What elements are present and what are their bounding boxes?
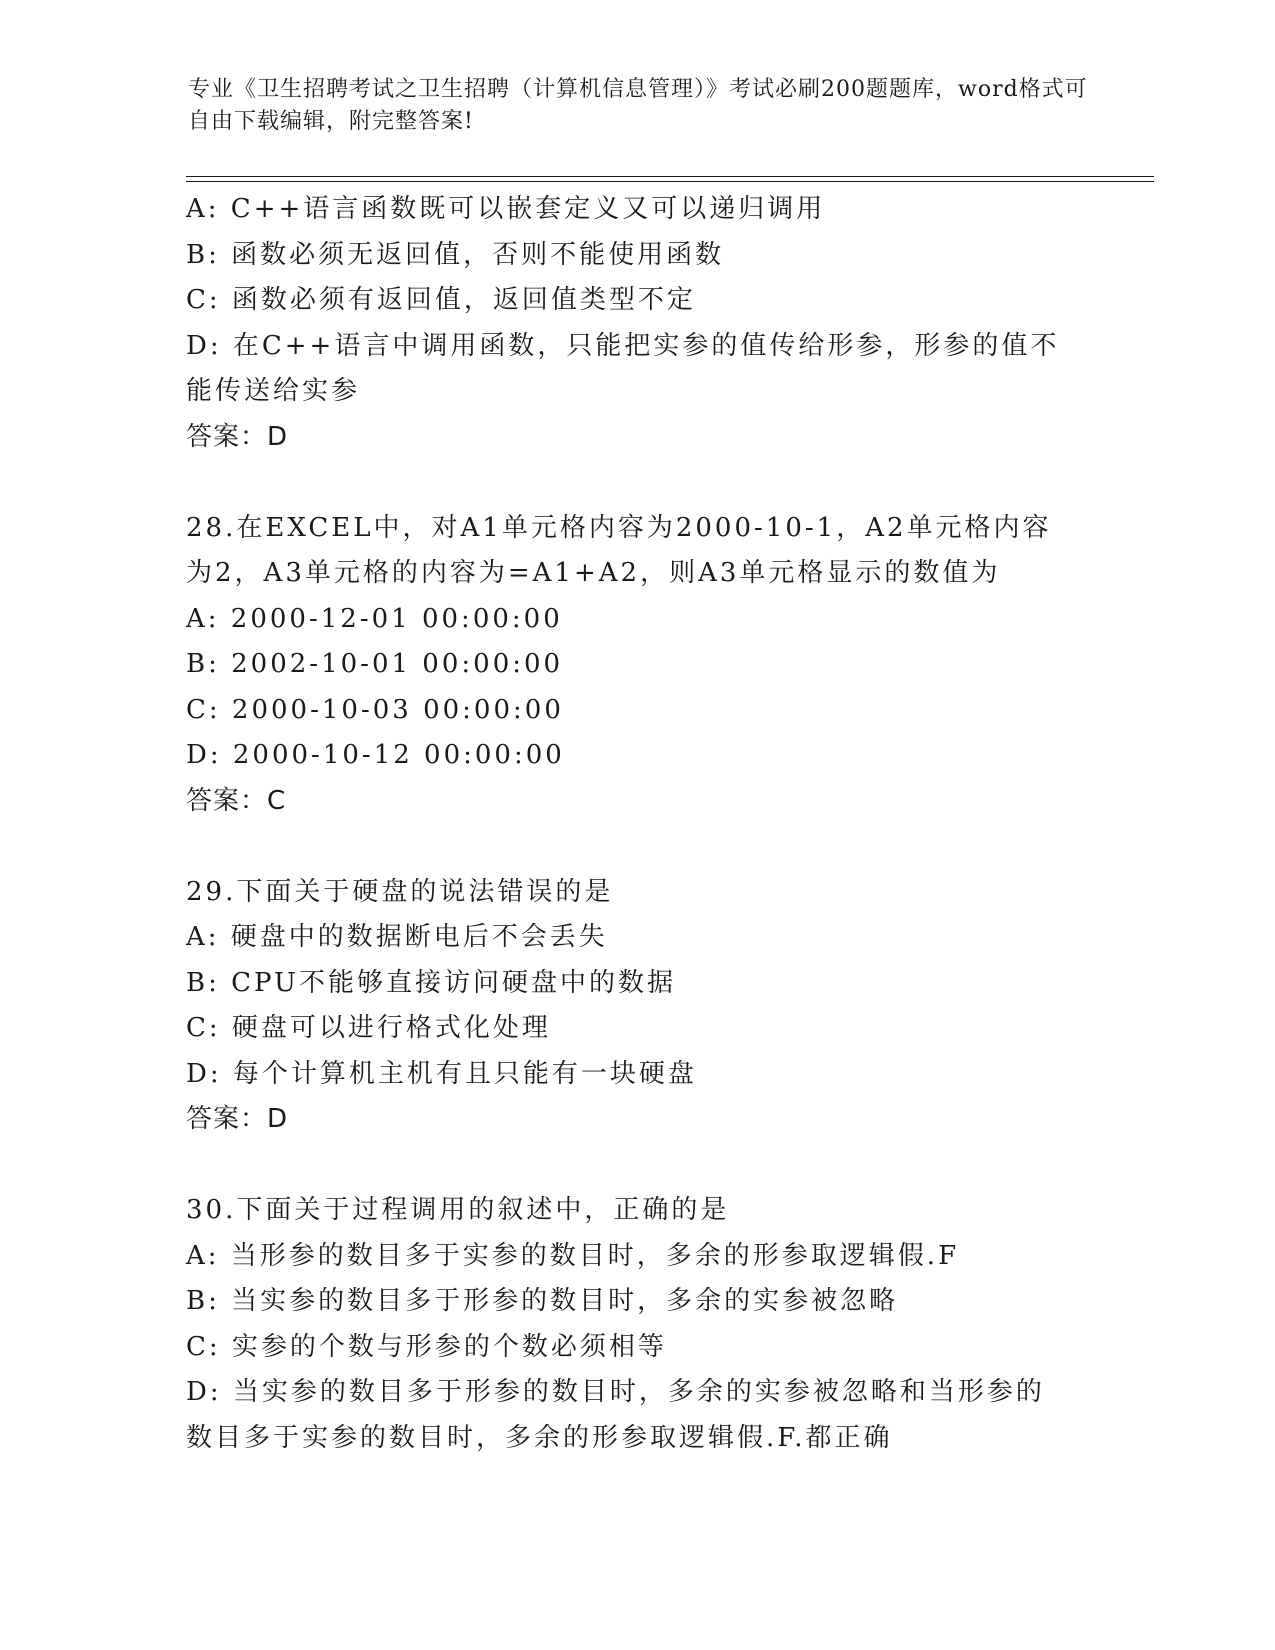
q27-option-a: A: C++语言函数既可以嵌套定义又可以递归调用: [186, 194, 826, 224]
spacer: [186, 1143, 1086, 1189]
q30-option-b: B: 当实参的数目多于形参的数目时，多余的实参被忽略: [186, 1286, 899, 1316]
q27-option-d: D: 在C++语言中调用函数，只能把实参的值传给形参，形参的值不能传送给实参: [186, 330, 1060, 406]
q27-answer: 答案：D: [186, 421, 289, 452]
q28-option-d: D: 2000-10-12 00:00:00: [186, 740, 565, 770]
q29-option-d: D: 每个计算机主机有且只能有一块硬盘: [186, 1058, 697, 1089]
spacer: [186, 824, 1086, 870]
q28-option-c: C: 2000-10-03 00:00:00: [186, 694, 564, 725]
spacer: [186, 460, 1086, 506]
q27-option-b: B: 函数必须无返回值，否则不能使用函数: [186, 239, 725, 270]
q29-option-c: C: 硬盘可以进行格式化处理: [186, 1013, 551, 1043]
q30-question: 30.下面关于过程调用的叙述中，正确的是: [186, 1195, 730, 1225]
q29-option-a: A: 硬盘中的数据断电后不会丢失: [186, 922, 608, 952]
q29-question: 29.下面关于硬盘的说法错误的是: [186, 876, 614, 907]
q29-answer: 答案：D: [186, 1104, 289, 1134]
q28-option-b: B: 2002-10-01 00:00:00: [186, 649, 564, 679]
question-content: [186, 187, 1086, 1461]
q28-option-a: A: 2000-12-01 00:00:00: [186, 603, 563, 634]
q29-option-b: B: CPU不能够直接访问硬盘中的数据: [186, 967, 676, 998]
q27-option-c: C: 函数必须有返回值，返回值类型不定: [186, 285, 696, 315]
q30-option-a: A: 当形参的数目多于实参的数目时，多余的形参取逻辑假.F: [186, 1240, 960, 1271]
q30-option-c: C: 实参的个数与形参的个数必须相等: [186, 1331, 667, 1362]
q30-option-d: D: 当实参的数目多于形参的数目时，多余的实参被忽略和当形参的数目多于实参的数目时，多余的形参取逻辑假.F.都正确: [186, 1377, 1045, 1453]
q28-answer: 答案：C: [186, 785, 287, 816]
q28-question: 28.在EXCEL中，对A1单元格内容为2000-10-1，A2单元格内容为2，A3单元格的内容为=A1+A2，则A3单元格显示的数值为: [186, 512, 1052, 588]
document-header: 专业《卫生招聘考试之卫生招聘（计算机信息管理）》考试必刷200题题库，word格式可自由下载编辑，附完整答案!: [188, 77, 1088, 134]
header-divider: [186, 176, 1154, 182]
